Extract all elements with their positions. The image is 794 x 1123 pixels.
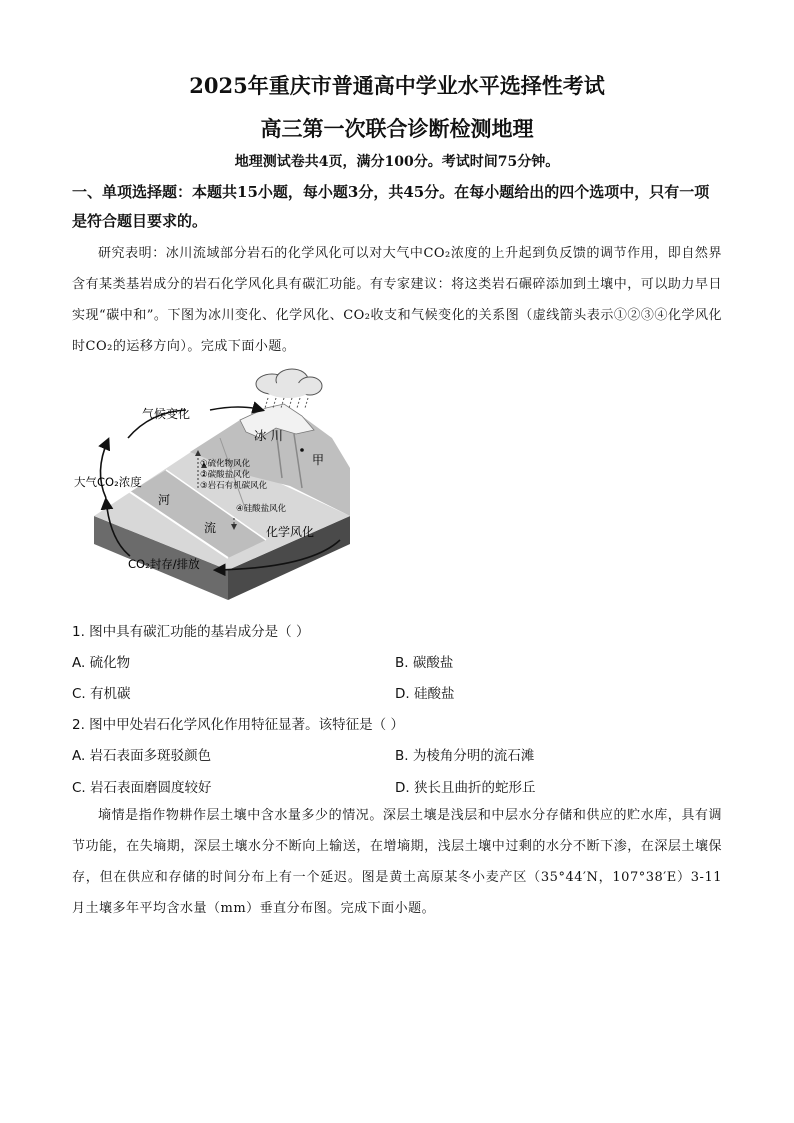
q1-option-a[interactable]: A. 硫化物 [72, 655, 131, 671]
cloud-icon [256, 369, 322, 408]
label-sulfide-weathering: ①硫化物风化 [200, 459, 251, 469]
label-jia: 甲 [312, 453, 325, 467]
exam-info: 地理测试卷共4页，满分100分。考试时间75分钟。 [234, 154, 560, 170]
arrow-climate-to-glacier [210, 407, 262, 410]
label-river-2: 流 [204, 521, 217, 535]
q2-option-a[interactable]: A. 岩石表面多斑驳颜色 [72, 748, 212, 764]
q1-option-d[interactable]: D. 硅酸盐 [395, 686, 455, 702]
passage-soil-moisture: 墒情是指作物耕作层土壤中含水量多少的情况。深层土壤是浅层和中层水分存储和供应的贮水库，具有调节功能，在失墒期，深层土壤水分不断向上输送，在增墒期，浅层土壤中过剩的水分不断下渗，在深层土壤保存，但在供应和存储的时间分布上有一个延迟。图是黄土高原某冬小麦产区（35°44′N，107°38′E）3-11月土壤多年平均含水量（mm）垂直分布图。完成下面小题。 [72, 808, 722, 916]
label-co2-storage: CO₂封存/排放 [128, 557, 200, 571]
q2-option-b[interactable]: B. 为棱角分明的流石滩 [395, 748, 535, 764]
label-chemical-weathering: 化学风化 [266, 525, 315, 539]
question-1-stem: 1. 图中具有碳汇功能的基岩成分是（ ） [72, 624, 310, 640]
label-silicate-weathering: ④硅酸盐风化 [236, 504, 287, 514]
exam-subtitle: 高三第一次联合诊断检测地理 [260, 116, 534, 141]
passage-glacier: 研究表明：冰川流域部分岩石的化学风化可以对大气中CO₂浓度的上升起到负反馈的调节作用，即自然界含有某类基岩成分的岩石化学风化具有碳汇功能。有专家建议：将这类岩石碾碎添加到土壤中，可以助力早日实现“碳中和”。下图为冰川变化、化学风化、CO₂收支和气候变化的关系图（虚线箭头表示①②③④化学风化时CO₂的运移方向）。完成下面小题。 [72, 246, 722, 354]
q1-option-c[interactable]: C. 有机碳 [72, 686, 131, 702]
label-climate-change: 气候变化 [142, 407, 191, 421]
exam-title: 2025年重庆市普通高中学业水平选择性考试 [189, 73, 605, 98]
label-co2-concentration: 大气CO₂浓度 [74, 475, 142, 489]
label-river-1: 河 [158, 493, 171, 507]
arrow-co2-to-climate [100, 440, 108, 498]
label-carbonate-weathering: ②碳酸盐风化 [200, 470, 251, 480]
q1-option-b[interactable]: B. 碳酸盐 [395, 655, 454, 671]
label-organic-carbon-weathering: ③岩石有机碳风化 [200, 481, 268, 491]
section-heading: 一、单项选择题：本题共15小题，每小题3分，共45分。在每小题给出的四个选项中，只有一项是符合题目要求的。 [72, 183, 710, 230]
label-glacier: 冰 川 [254, 428, 283, 443]
glacier-weathering-diagram [70, 368, 360, 600]
question-2-stem: 2. 图中甲处岩石化学风化作用特征显著。该特征是（ ） [72, 717, 404, 733]
q2-option-c[interactable]: C. 岩石表面磨圆度较好 [72, 780, 212, 796]
q2-option-d[interactable]: D. 狭长且曲折的蛇形丘 [395, 780, 536, 796]
